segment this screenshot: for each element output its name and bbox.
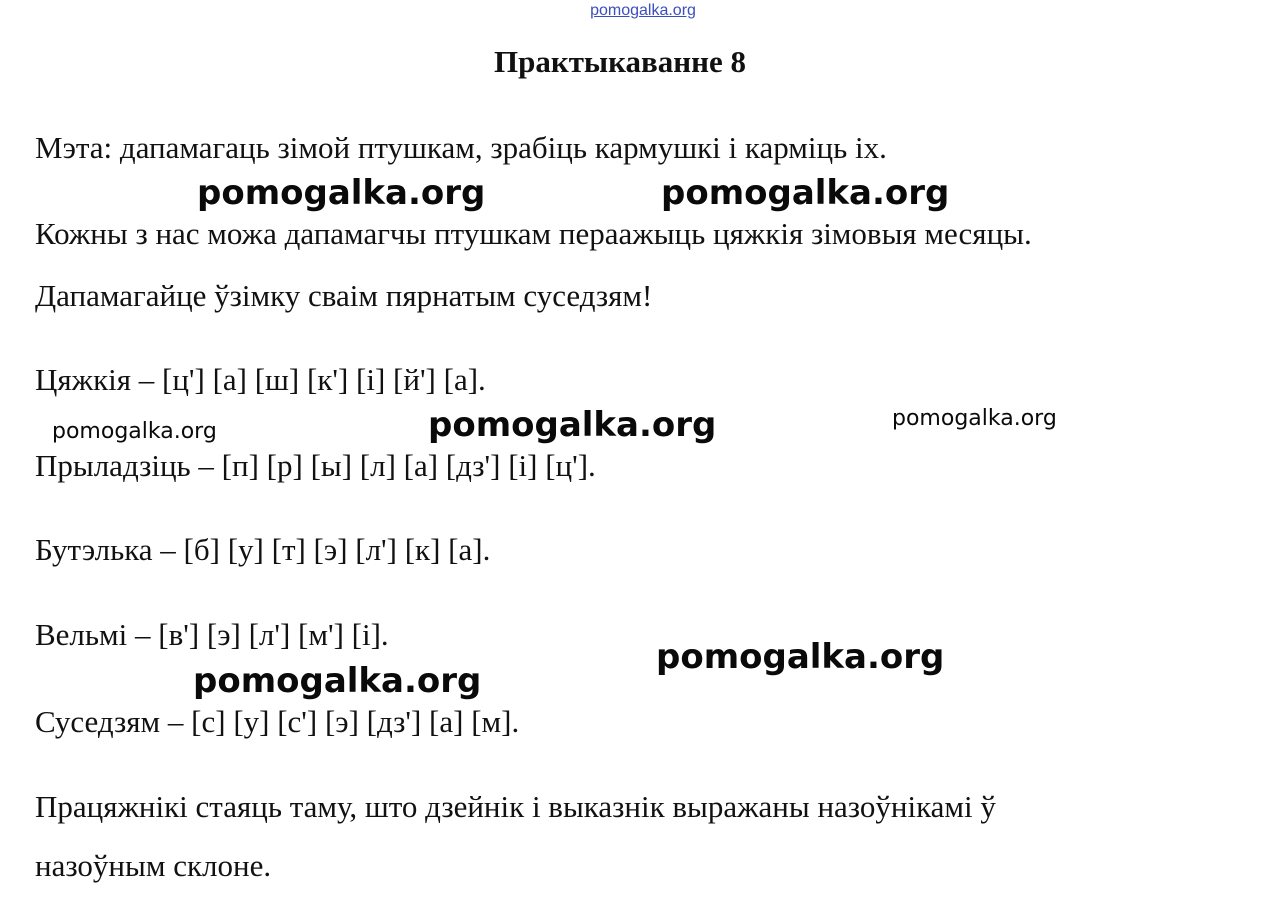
- word-analysis-3: Бутэлька – [б] [у] [т] [э] [л'] [к] [а].: [35, 532, 491, 567]
- text-line-2: Дапамагайце ўзімку сваім пярнатым суседзям!: [35, 278, 653, 313]
- watermark: pomogalka.org: [428, 405, 717, 445]
- watermark: pomogalka.org: [52, 419, 217, 444]
- page-title: Практыкаванне 8: [493, 44, 746, 79]
- word-analysis-2: Прыладзіць – [п] [р] [ы] [л] [а] [дз'] [і] [ц'].: [35, 448, 596, 483]
- conclusion-line-2: назоўным склоне.: [35, 848, 272, 883]
- watermark: pomogalka.org: [193, 661, 482, 701]
- watermark: pomogalka.org: [661, 173, 950, 213]
- text-line-1: Кожны з нас можа дапамагчы птушкам пераажыць цяжкія зімовыя месяцы.: [35, 216, 1032, 251]
- word-analysis-1: Цяжкія – [ц'] [а] [ш] [к'] [і] [й'] [а].: [35, 362, 486, 397]
- watermark: pomogalka.org: [892, 406, 1057, 431]
- word-analysis-4: Вельмі – [в'] [э] [л'] [м'] [і].: [35, 617, 389, 652]
- conclusion-line-1: Працяжнікі стаяць таму, што дзейнік і выказнік выражаны назоўнікамі ў: [35, 789, 996, 824]
- goal-line: Мэта: дапамагаць зімой птушкам, зрабіць кармушкі і карміць іх.: [35, 130, 887, 165]
- site-link[interactable]: pomogalka.org: [590, 2, 696, 19]
- watermark: pomogalka.org: [656, 637, 945, 677]
- watermark: pomogalka.org: [197, 173, 486, 213]
- word-analysis-5: Суседзям – [с] [у] [с'] [э] [дз'] [а] [м].: [35, 704, 520, 739]
